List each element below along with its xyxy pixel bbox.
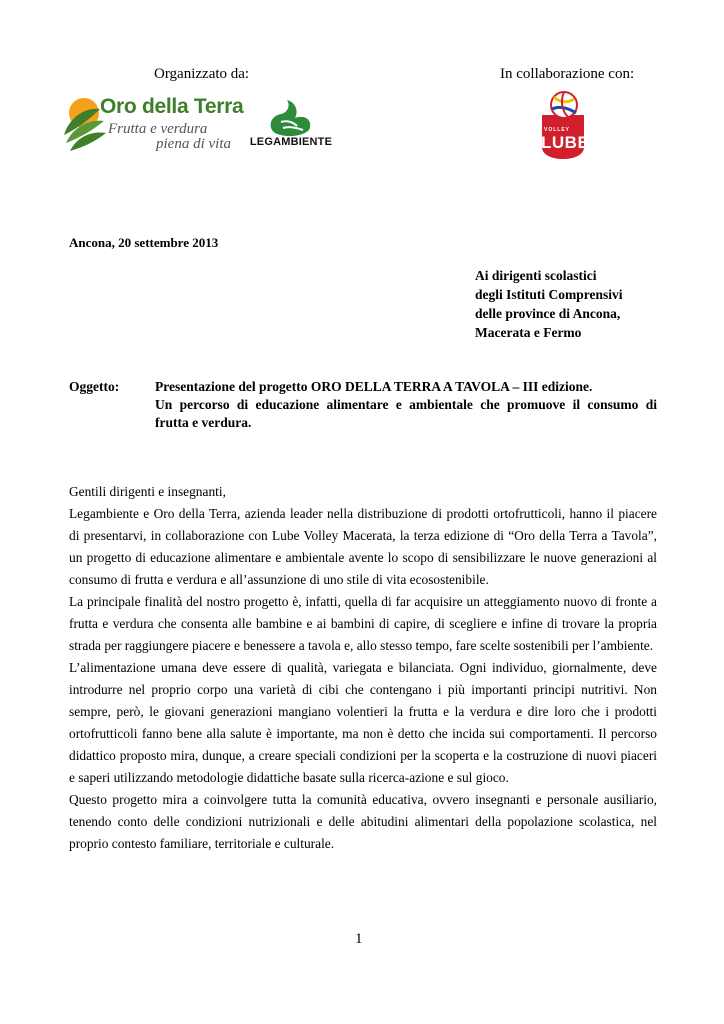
- body-line: Legambiente e Oro della Terra, azienda leader nella distribuzione di prodotti ortofrutticoli, hanno il piacere: [69, 506, 657, 521]
- body-line: didattico proposto mira, dunque, a creare speciali condizioni per la scoperta e la costruzione di nuovi piaceri: [69, 748, 657, 763]
- organized-by-label: Organizzato da:: [154, 66, 250, 82]
- body-line: L’alimentazione umana deve essere di qualità, variegata e bilanciata. Ogni individuo, giornalmente, deve: [69, 660, 657, 675]
- subject-line: Presentazione del progetto ORO DELLA TERRA A TAVOLA – III edizione.: [155, 379, 593, 394]
- body-line: strada per raggiungere piacere e benessere a tavola e, allo stesso tempo, fare scelte sostenibili per l’ambiente.: [69, 638, 654, 653]
- recipient-line: Macerata e Fermo: [475, 325, 582, 340]
- page-number: 1: [355, 931, 363, 947]
- subject-line: frutta e verdura.: [155, 415, 252, 430]
- legambiente-name: LEGAMBIENTE: [249, 136, 333, 148]
- body-line: introdurre nel proprio corpo una varietà di cibi che contengano i più importanti principi nutritivi. Non: [69, 682, 657, 697]
- subject-label: Oggetto:: [69, 379, 120, 394]
- body-line: sempre, però, le giovani generazioni mangiano volentieri la frutta e la verdura e dire loro che i prodotti: [69, 704, 657, 719]
- subject-line: Un percorso di educazione alimentare e ambientale che promuove il consumo di: [155, 397, 657, 412]
- letter-date: Ancona, 20 settembre 2013: [69, 235, 219, 250]
- lube-volley-label: VOLLEY: [544, 127, 571, 133]
- oro-della-terra-tagline-2: piena di vita: [156, 136, 231, 152]
- body-line: un progetto di educazione alimentare e ambientale avente lo scopo di sensibilizzare le nuove generazioni al: [69, 550, 657, 565]
- recipient-block: [475, 266, 623, 342]
- oro-della-terra-tagline-1: Frutta e verdura: [108, 121, 208, 137]
- lube-name: LUBE: [541, 133, 590, 152]
- recipient-line: Ai dirigenti scolastici: [475, 268, 597, 283]
- body-line: frutta e verdura che consenta alle bambine e ai bambini di capire, di scegliere e infine di trovare la propria: [69, 616, 657, 631]
- greeting: Gentili dirigenti e insegnanti,: [69, 484, 226, 499]
- body-line: tenendo conto delle condizioni nutrizionali e delle abitudini alimentari della popolazione scolastica, nel: [69, 814, 657, 829]
- letter-body: [69, 481, 657, 855]
- body-line: ortofrutticoli fanno bene alla salute è importante, ma non è detto che incida sui comportamenti. Il percorso: [69, 726, 657, 741]
- body-line: consumo di frutta e verdura e all’assunzione di uno stile di vita ecosostenibile.: [69, 572, 489, 587]
- subject-block: [69, 378, 657, 432]
- body-line: La principale finalità del nostro progetto è, infatti, quella di far acquisire un atteggiamento nuovo di fronte a: [69, 594, 657, 609]
- recipient-line: delle province di Ancona,: [475, 306, 621, 321]
- body-line: Questo progetto mira a coinvolgere tutta la comunità educativa, ovvero insegnanti e personale ausiliario,: [69, 792, 657, 807]
- body-line: di presentarvi, in collaborazione con Lube Volley Macerata, la terza edizione di “Oro della Terra a Tavola”,: [69, 528, 657, 543]
- oro-della-terra-name: Oro della Terra: [100, 95, 244, 118]
- body-line: proprio contesto familiare, territoriale e culturale.: [69, 836, 335, 851]
- body-line: e saperi utilizzando metodologie didattiche basate sulla ricerca-azione e sul gioco.: [69, 770, 509, 785]
- collaboration-label: In collaborazione con:: [500, 66, 635, 82]
- recipient-line: degli Istituti Comprensivi: [475, 287, 623, 302]
